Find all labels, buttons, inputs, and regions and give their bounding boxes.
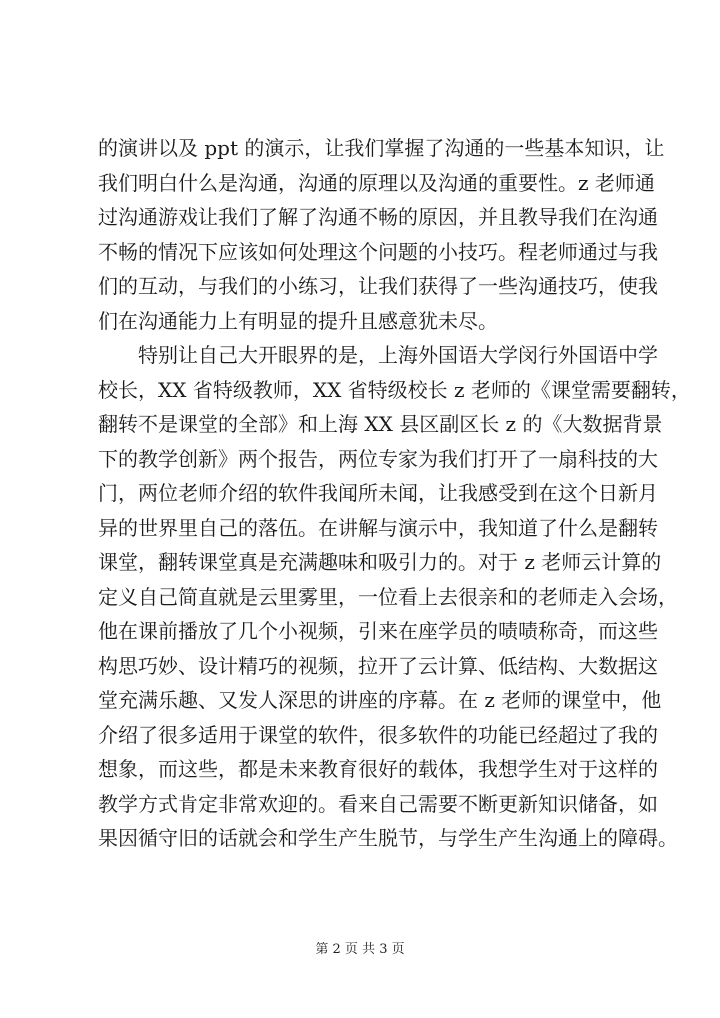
text-line: 特别让自己大开眼界的是，上海外国语大学闵行外国语中学 (138, 343, 658, 367)
text-line: 我们明白什么是沟通，沟通的原理以及沟通的重要性。z 老师通 (98, 170, 655, 195)
text-line: 课堂，翻转课堂真是充满趣味和吸引力的。对于 z 老师云计算的 (98, 550, 662, 574)
text-line: 定义自己简直就是云里雾里，一位看上去很亲和的老师走入会场， (98, 584, 678, 609)
text-line: 介绍了很多适用于课堂的软件，很多软件的功能已经超过了我的 (98, 722, 658, 747)
text-line: 们的互动，与我们的小练习，让我们获得了一些沟通技巧，使我 (98, 274, 658, 298)
text-line: 果因循守旧的话就会和学生产生脱节，与学生产生沟通上的障碍。 (98, 826, 678, 850)
text-line: 过沟通游戏让我们了解了沟通不畅的原因，并且教导我们在沟通 (98, 205, 658, 229)
document-body (98, 131, 691, 856)
text-line: 构思巧妙、设计精巧的视频，拉开了云计算、低结构、大数据这 (98, 653, 658, 678)
text-line: 堂充满乐趣、又发人深思的讲座的序幕。在 z 老师的课堂中，他 (98, 688, 662, 712)
text-line: 翻转不是课堂的全部》和上海 XX 县区副区长 z 的《大数据背景 (98, 412, 663, 436)
text-line: 校长，XX 省特级教师，XX 省特级校长 z 老师的《课堂需要翻转， (98, 377, 691, 402)
paragraph-1 (98, 131, 665, 338)
page-number-footer: 第 2 页 共 3 页 (315, 942, 405, 957)
text-line: 异的世界里自己的落伍。在讲解与演示中，我知道了什么是翻转 (98, 515, 658, 540)
text-line: 们在沟通能力上有明显的提升且感意犹未尽。 (98, 308, 498, 333)
text-line: 想象，而这些，都是未来教育很好的载体，我想学生对于这样的 (98, 757, 658, 781)
text-line: 下的教学创新》两个报告，两位专家为我们打开了一扇科技的大 (98, 446, 658, 471)
text-line: 不畅的情况下应该如何处理这个问题的小技巧。程老师通过与我 (98, 239, 658, 264)
text-line: 教学方式肯定非常欢迎的。看来自己需要不断更新知识储备，如 (98, 791, 658, 816)
text-line: 门，两位老师介绍的软件我闻所未闻，让我感受到在这个日新月 (98, 481, 658, 505)
text-line: 的演讲以及 ppt 的演示，让我们掌握了沟通的一些基本知识，让 (98, 136, 665, 160)
text-line: 他在课前播放了几个小视频，引来在座学员的啧啧称奇，而这些 (98, 619, 658, 643)
paragraph-2 (98, 338, 691, 856)
